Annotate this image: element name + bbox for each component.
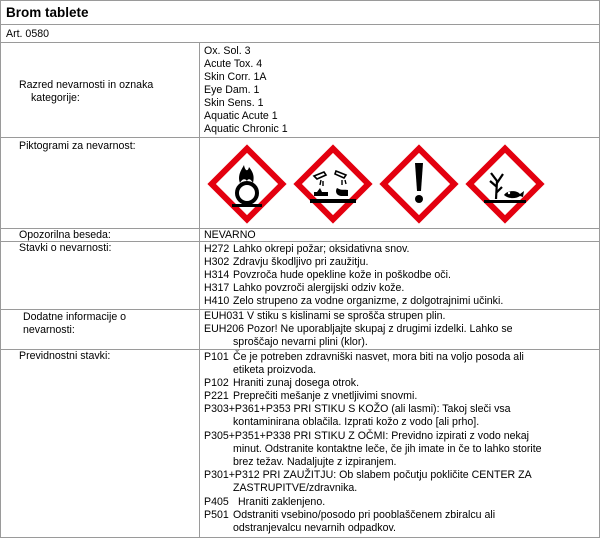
additional-info-label-cont: nevarnosti: <box>23 324 75 336</box>
hazard-class-label-cont: kategorije: <box>31 92 80 104</box>
signal-word-label: Opozorilna beseda: <box>19 229 111 241</box>
hazard-class-value: Eye Dam. 1 <box>204 84 260 96</box>
hazard-code: H272 <box>204 243 230 255</box>
pictograms-label: Piktogrami za nevarnost: <box>19 140 136 152</box>
additional-info-label: Dodatne informacije o <box>23 311 127 323</box>
hazard-text: Povzroča hude opekline kože in poškodbe oči. <box>233 269 451 281</box>
precaution-text: Če je potreben zdravniški nasvet, mora biti na voljo posoda ali <box>233 351 524 363</box>
precaution-code: P101 <box>204 351 229 363</box>
hazard-code: H302 <box>204 256 230 268</box>
hazard-class-value: Acute Tox. 4 <box>204 58 263 70</box>
precaution-text: minut. Odstranite kontaktne leče, če jih imate in če to lahko storite <box>233 443 542 455</box>
hazard-text: Lahko okrepi požar; oksidativna snov. <box>233 243 410 255</box>
hazard-code: H317 <box>204 282 230 294</box>
exclamation-mark-icon <box>376 141 462 227</box>
precaution-code: P405 <box>204 496 229 508</box>
hazard-class-value: Ox. Sol. 3 <box>204 45 251 57</box>
precaution-text: kontaminirana oblačila. Izprati kožo z vodo [ali prho]. <box>233 416 480 428</box>
precaution-code: P501 <box>204 509 229 521</box>
hazard-text: Lahko povzroči alergijski odziv kože. <box>233 282 405 294</box>
hazard-code: H314 <box>204 269 230 281</box>
hazard-code: H410 <box>204 295 230 307</box>
hazard-class-label: Razred nevarnosti in oznaka <box>19 79 154 91</box>
page-title: Brom tablete <box>6 5 89 20</box>
precaution-text: P303+P361+P353 PRI STIKU S KOŽO (ali lasmi): Takoj sleči vsa <box>204 403 511 415</box>
precaution-code: P102 <box>204 377 229 389</box>
precaution-text: etiketa proizvoda. <box>233 364 317 376</box>
euh031-statement: EUH031 V stiku s kislinami se sprošča strupen plin. <box>204 310 446 322</box>
precaution-text: P301+P312 PRI ZAUŽITJU: Ob slabem počutju pokličite CENTER ZA <box>204 469 532 481</box>
euh206-statement-cont: sproščajo nevarni plini (klor). <box>233 336 368 348</box>
hazard-class-value: Skin Sens. 1 <box>204 97 264 109</box>
precaution-text: odstranjevalcu nevarnih odpadkov. <box>233 522 396 534</box>
precautionary-label: Previdnostni stavki: <box>19 350 111 362</box>
hazard-statements-label: Stavki o nevarnosti: <box>19 242 112 254</box>
hazard-text: Zelo strupeno za vodne organizme, z dolgotrajnimi učinki. <box>233 295 504 307</box>
corrosion-icon <box>290 141 376 227</box>
precaution-text: Hraniti zaklenjeno. <box>238 496 326 508</box>
precaution-text: Odstraniti vsebino/posodo pri pooblaščenem zbiralcu ali <box>233 509 496 521</box>
precaution-text: ZASTRUPITVE/zdravnika. <box>233 482 358 494</box>
precaution-text: Hraniti zunaj dosega otrok. <box>233 377 360 389</box>
article-row <box>1 24 599 43</box>
flame-over-circle-icon <box>204 141 290 227</box>
title-row <box>1 1 599 25</box>
euh206-statement: EUH206 Pozor! Ne uporabljajte skupaj z drugimi izdelki. Lahko se <box>204 323 513 335</box>
signal-word-value: NEVARNO <box>204 229 256 241</box>
hazard-class-value: Aquatic Chronic 1 <box>204 123 288 135</box>
precaution-code: P221 <box>204 390 229 402</box>
precaution-text: Preprečiti mešanje z vnetljivimi snovmi. <box>233 390 418 402</box>
environment-icon <box>462 141 548 227</box>
hazard-text: Zdravju škodljivo pri zaužitju. <box>233 256 369 268</box>
precaution-text: brez težav. Nadaljujte z izpiranjem. <box>233 456 397 468</box>
article-number: Art. 0580 <box>6 28 49 40</box>
hazard-class-value: Aquatic Acute 1 <box>204 110 278 122</box>
precaution-text: P305+P351+P338 PRI STIKU Z OČMI: Previdno izpirati z vodo nekaj <box>204 430 530 442</box>
hazard-class-value: Skin Corr. 1A <box>204 71 267 83</box>
